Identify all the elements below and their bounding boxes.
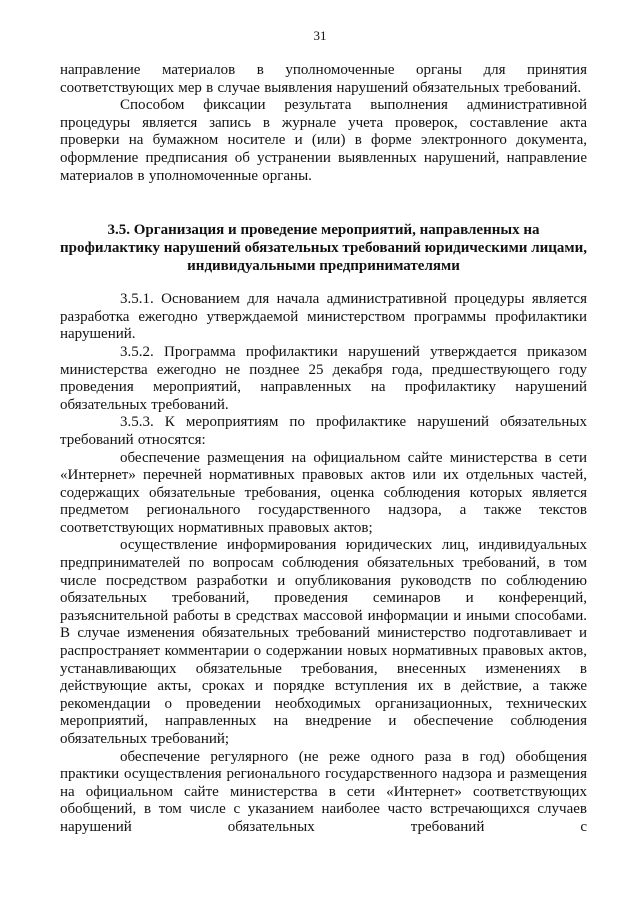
paragraph-informing: осуществление информирования юридических лиц, индивидуальных предпринимателей по вопросам соблюдения обязательных требований, в том числе посредством разработки и опубликования руководств по соблюдению обязательных требований, проведения семинаров и конференций, разъяснительной работы в средствах массовой информации и иными способами. В случае изменения обязательных требований министерство подготавливает и распространяет комментарии о содержании новых нормативных правовых актов, устанавливающих обязательные требования, внесенных изменениях в действующие акты, сроках и порядке вступления их в действие, а также рекомендации о проведении необходимых организационных, технических мероприятий, направленных на внедрение и обеспечение соблюдения обязательных требований;	[60, 537, 587, 747]
paragraph-publication-of-acts: обеспечение размещения на официальном сайте министерства в сети «Интернет» перечней нормативных правовых актов или их отдельных частей, содержащих обязательные требования, оценка соблюдения которых является предметом регионального государственного надзора, а также текстов соответствующих нормативных правовых актов;	[60, 449, 587, 536]
section-heading: 3.5. Организация и проведение мероприятий, направленных на профилактику нарушений обязательных требований юридическими лицами, индивидуальными предпринимателями	[60, 222, 587, 275]
paragraph-fixation-method: Способом фиксации результата выполнения административной процедуры является запись в журнале учета проверок, составление акта проверки на бумажном носителе и (или) в форме электронного документа, оформление предписания об устранении выявленных нарушений, направление материалов в уполномоченные органы.	[60, 97, 587, 184]
page-number: 31	[313, 28, 327, 43]
paragraph-3-5-1: 3.5.1. Основанием для начала административной процедуры является разработка ежегодно утверждаемой министерством программы профилактики нарушений.	[60, 291, 587, 343]
paragraph-3-5-3: 3.5.3. К мероприятиям по профилактике нарушений обязательных требований относятся:	[60, 414, 587, 448]
paragraph-generalization: обеспечение регулярного (не реже одного раза в год) обобщения практики осуществления регионального государственного надзора и размещения на официальном сайте министерства в сети «Интернет» соответствующих обобщений, в том числе с указанием наиболее часто встречающихся случаев нарушений обязательных требований с	[60, 748, 587, 835]
spacer	[60, 185, 587, 221]
paragraph-continuation: направление материалов в уполномоченные органы для принятия соответствующих мер в случае выявления нарушений обязательных требований.	[60, 62, 587, 96]
paragraph-3-5-2: 3.5.2. Программа профилактики нарушений утверждается приказом министерства ежегодно не позднее 25 декабря года, предшествующего году проведения мероприятий, направленных на профилактику нарушений обязательных требований.	[60, 343, 587, 413]
document-body	[60, 62, 587, 837]
spacer	[60, 275, 587, 291]
